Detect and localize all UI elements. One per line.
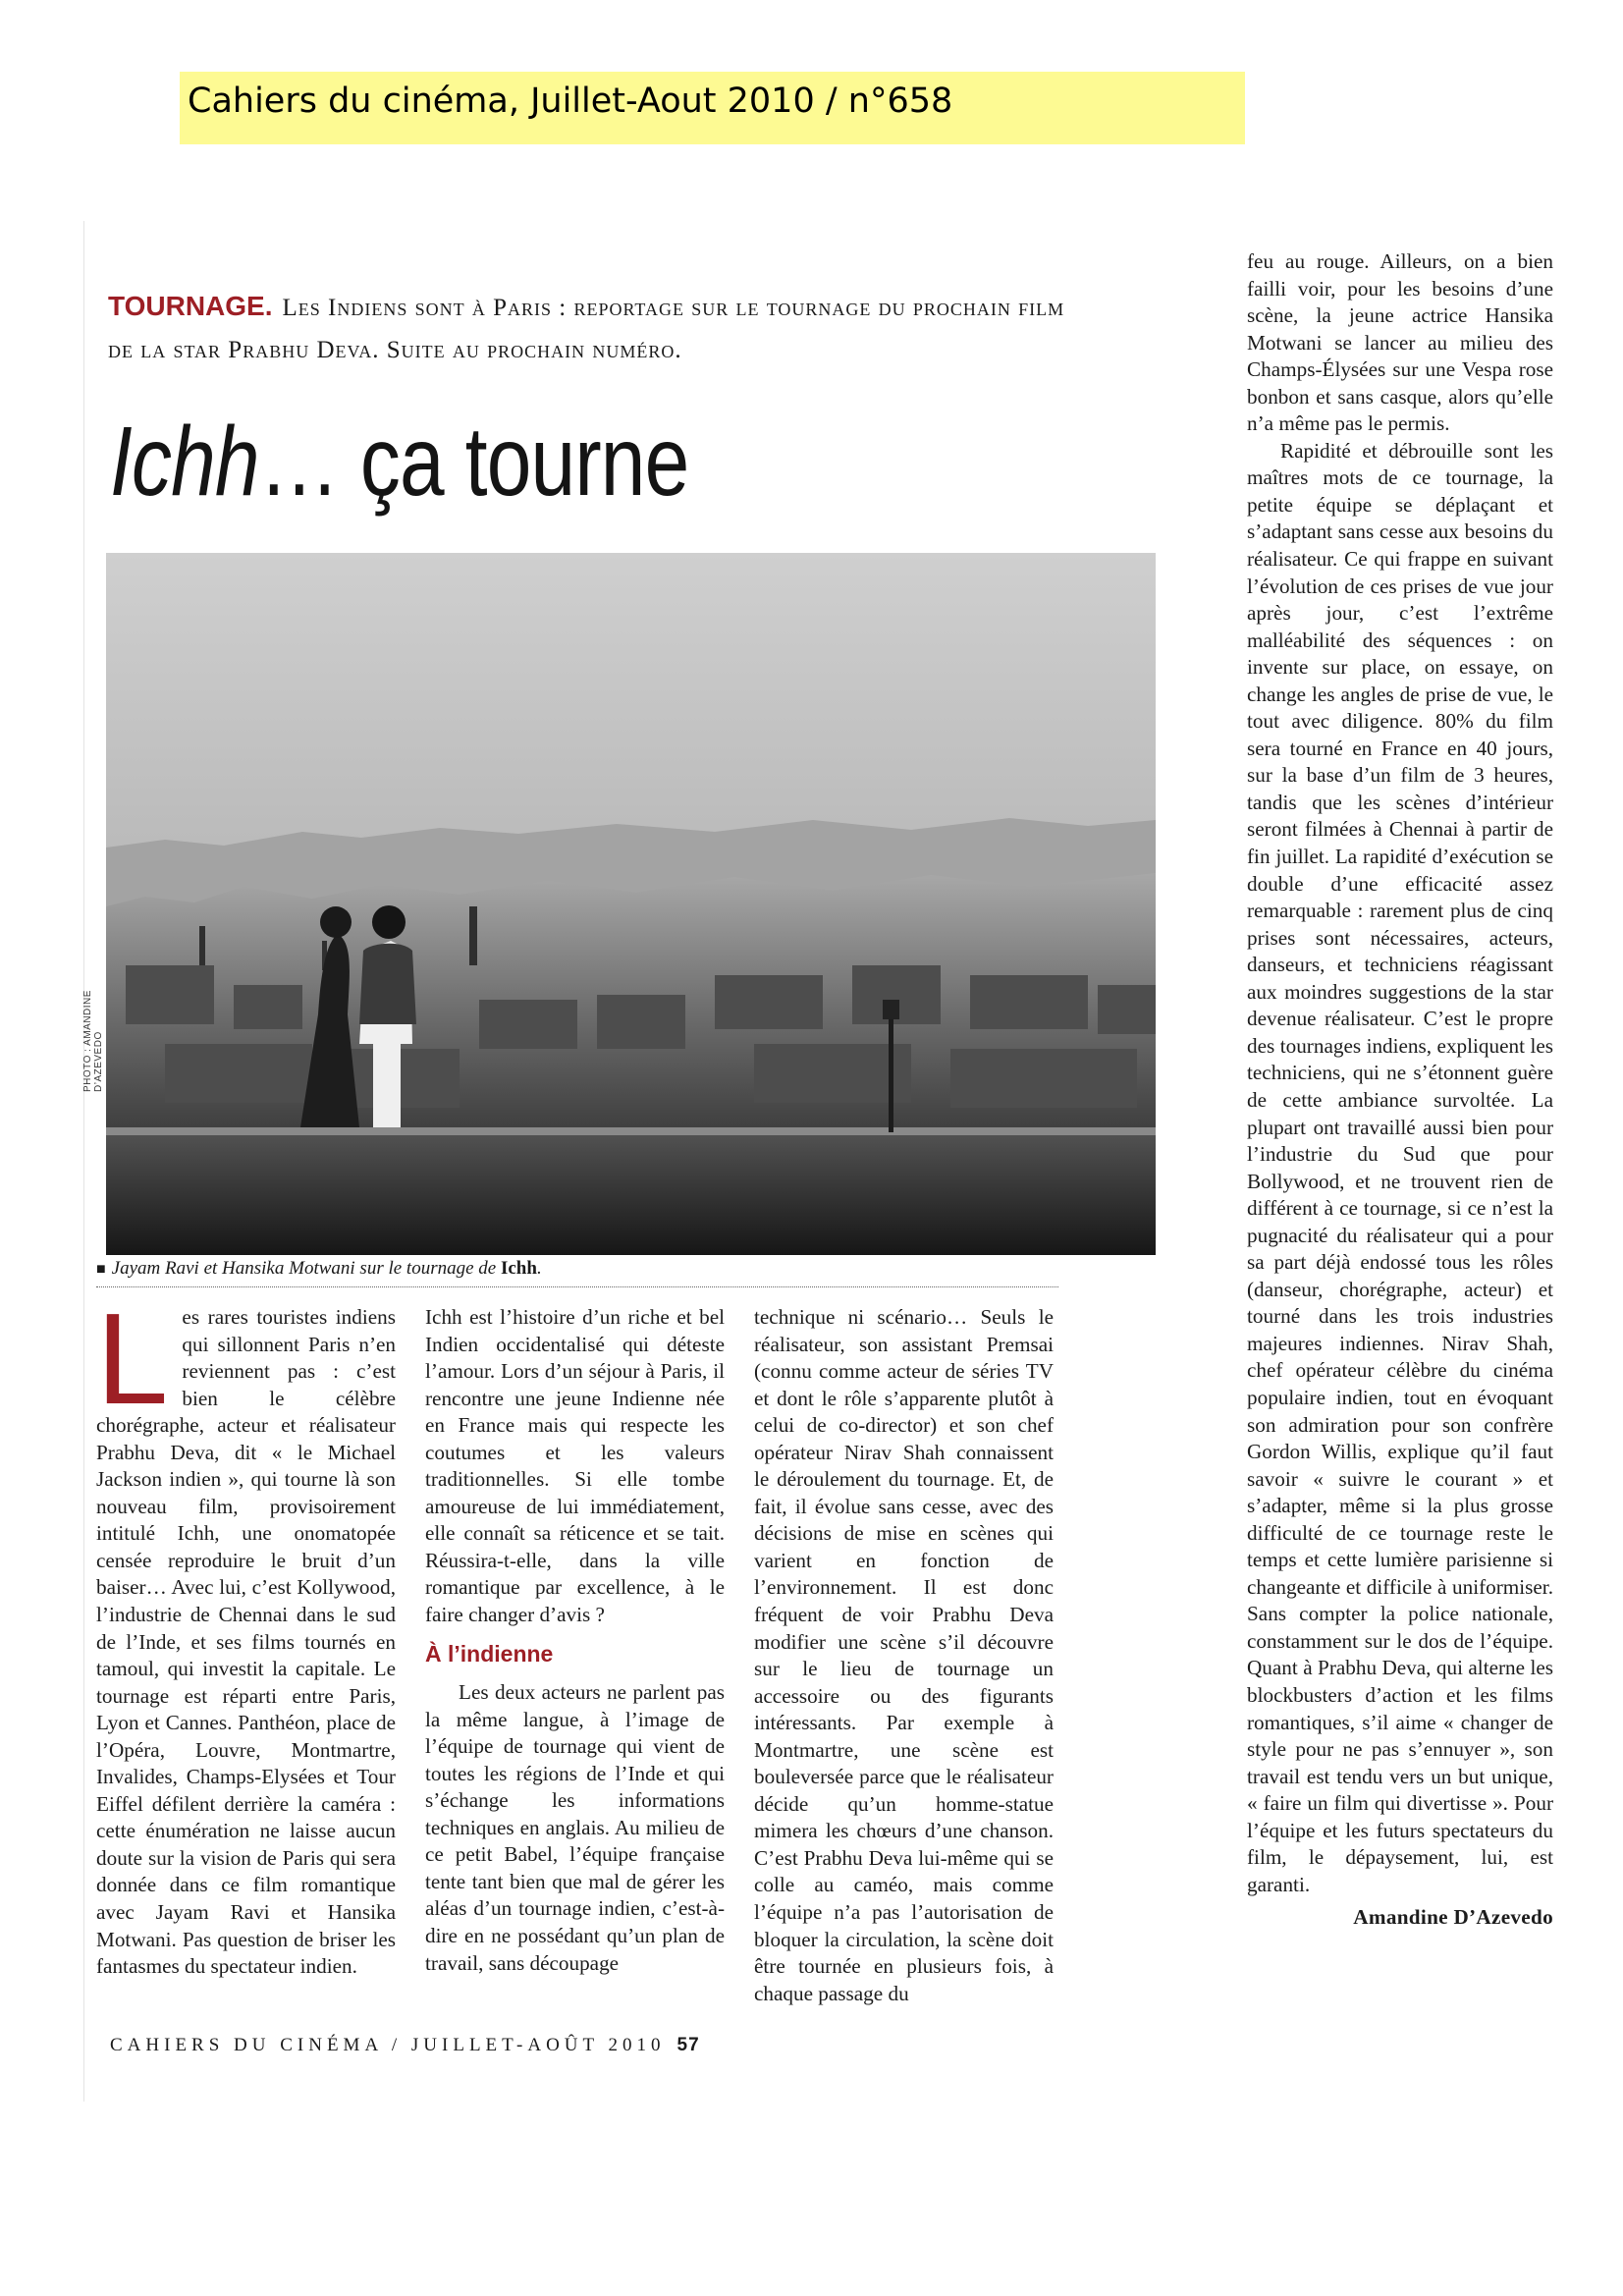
kicker-text: Les Indiens sont à Paris : reportage sur le tournage du prochain film de la star Prabhu Deva. Suite au prochain numéro. bbox=[108, 295, 1065, 363]
drop-cap: L bbox=[96, 1286, 169, 1431]
title-rest: … ça tourne bbox=[258, 407, 689, 517]
caption-rule bbox=[96, 1286, 1058, 1287]
kicker bbox=[108, 285, 1080, 371]
paragraph: feu au rouge. Ailleurs, on a bien failli voir, pour les besoins d’une scène, la jeune actrice Hansika Motwani se lancer au milieu des Champs-Élysées sur une Vespa rose bonbon et sans casque, alors qu’elle n’a même pas le permis. bbox=[1247, 249, 1553, 436]
footer-text: CAHIERS DU CINÉMA / JUILLET-AOÛT 2010 bbox=[110, 2035, 666, 2055]
source-label: Cahiers du cinéma, Juillet-Aout 2010 / n°658 bbox=[180, 72, 1245, 144]
article-title bbox=[110, 408, 835, 516]
photo-caption bbox=[96, 1258, 960, 1280]
caption-square-icon: ■ bbox=[96, 1261, 106, 1278]
title-film: Ichh bbox=[110, 407, 259, 517]
paragraph: Ichh est l’histoire d’un riche et bel Indien occidentalisé qui déteste l’amour. Lors d’un séjour à Paris, il rencontre une jeune Indienne née en France mais qui respecte les coutumes et les valeurs traditionnelles. Si elle tombe amoureuse de lui immédiatement, elle connaît sa réticence et se tait. Réussira-t-elle, dans la ville romantique par excellence, à le faire changer d’avis ? bbox=[425, 1305, 725, 1627]
caption-film: Ichh bbox=[500, 1258, 537, 1279]
author-signature: Amandine D’Azevedo bbox=[1353, 1905, 1553, 1930]
caption-end: . bbox=[536, 1258, 542, 1279]
article-column-2 bbox=[425, 1304, 725, 1977]
paragraph: technique ni scénario… Seuls le réalisateur, son assistant Premsai (connu comme acteur de séries TV et dont le rôle s’apparente plutôt à celui de co-director) et son chef opérateur Nirav Shah connaissent le déroulement du tournage. Et, de fait, il évolue sans cesse, avec des décisions de mise en scènes qui varient en fonction de l’environnement. Il est donc fréquent de voir Prabhu Deva modifier une scène s’il découvre sur le lieu de tournage un accessoire ou des figurants intéressants. Par exemple à Montmartre, une scène est bouleversée parce que le réalisateur décide qu’un homme-statue mimera les chœurs d’une chanson. C’est Prabhu Deva lui-même qui se colle au caméo, mais comme l’équipe n’a pas l’autorisation de bloquer la circulation, la scène doit être tournée en plusieurs fois, à chaque passage du bbox=[754, 1305, 1054, 2005]
kicker-tag: TOURNAGE. bbox=[108, 291, 273, 321]
photo-credit: PHOTO : AMANDINE D’AZEVEDO bbox=[82, 990, 104, 1092]
article-photo bbox=[106, 553, 1156, 1255]
paragraph: es rares touristes indiens qui sillonnent Paris n’en reviennent pas : c’est bien le célèbre chorégraphe, acteur et réalisateur Prabhu Deva, dit « le Michael Jackson indien », qui tourne là son nouveau film, provisoirement intitulé Ichh, une onomatopée censée reproduire le bruit d’un baiser… Avec lui, c’est Kollywood, l’industrie de Chennai dans le sud de l’Inde, et ses films tournés en tamoul, qui investit la capitale. Le tournage est réparti entre Paris, Lyon et Cannes. Panthéon, place de l’Opéra, Louvre, Montmartre, Invalides, Champs-Elysées et Tour Eiffel défilent derrière la caméra : cette énumération ne laisse aucun doute sur la vision de Paris qui sera donnée dans ce film romantique avec Jayam Ravi et Hansika Motwani. Pas question de briser les fantasmes du spectateur indien. bbox=[96, 1305, 396, 1979]
paragraph: Les deux acteurs ne parlent pas la même langue, à l’image de l’équipe de tournage qui vient de toutes les régions de l’Inde et qui s’échange les informations techniques en anglais. Au milieu de ce petit Babel, l’équipe française tente tant bien que mal de gérer les aléas d’un tournage indien, c’est-à-dire en ne possédant qu’un plan de travail, sans découpage bbox=[425, 1680, 725, 1975]
article-column-1 bbox=[96, 1286, 396, 1981]
paragraph: Rapidité et débrouille sont les maîtres mots de ce tournage, la petite équipe se déplaçant et s’adaptant sans cesse aux besoins du réalisateur. Ce qui frappe en suivant l’évolution de ces prises de vue jour après jour, c’est l’extrême malléabilité des séquences : on invente sur place, on essaye, on change les angles de prise de vue, le tout avec diligence. 80% du film sera tourné en France en 40 jours, sur la base d’un film de 3 heures, tandis que les scènes d’intérieur seront filmées à Chennai à partir de fin juillet. La rapidité d’exécution se double d’une efficacité assez remarquable : rarement plus de cinq prises sont nécessaires, acteurs, danseurs, et techniciens réagissant aux moindres suggestions de la star devenue réalisateur. C’est le propre des tournages indiens, expliquent les techniciens, qui ne s’étonnent guère de cette ambiance survoltée. La plupart ont travaillé aussi bien pour l’industrie du Sud que pour Bollywood, et ne trouvent rien de différent à ce tournage, si ce n’est la pugnacité du réalisateur qui a pour sa part déjà endossé tous les rôles (danseur, chorégraphe, acteur) et tourné dans les trois industries majeures indiennes. Nirav Shah, chef opérateur célèbre du cinéma populaire indien, tout en évoquant son admiration pour son confrère Gordon Willis, explique qu’il faut savoir « suivre le courant » et s’adapter, même si la plus grosse difficulté de ce tournage reste le temps et cette lumière parisienne si changeante et difficile à uniformiser. Sans compter la police nationale, constamment sur le dos de l’équipe. Quant à Prabhu Deva, qui alterne les blockbusters d’action et les films romantiques, s’il aime « changer de style pour ne pas s’ennuyer », son travail est tendu vers un but unique, « faire un film qui divertisse ». Pour l’équipe et les futurs spectateurs du film, le dépaysement, lui, est garanti. bbox=[1247, 438, 1553, 1896]
subheading: À l’indienne bbox=[425, 1640, 554, 1667]
page-number: 57 bbox=[676, 2035, 700, 2055]
article-column-3 bbox=[754, 1304, 1054, 2007]
article-column-4 bbox=[1247, 248, 1553, 1932]
page-footer bbox=[110, 2035, 895, 2056]
caption-text: Jayam Ravi et Hansika Motwani sur le tournage de bbox=[111, 1258, 501, 1279]
